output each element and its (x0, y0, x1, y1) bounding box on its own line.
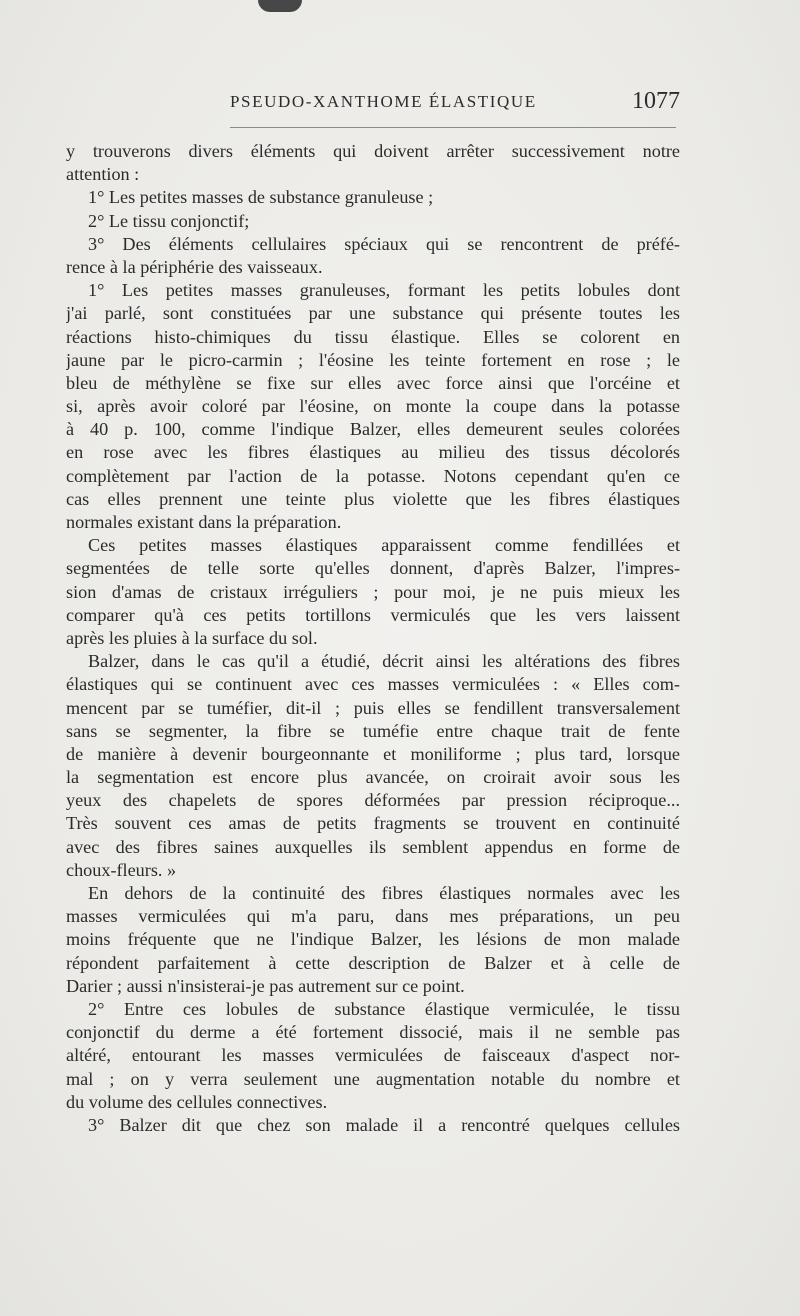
text-line: moins fréquente que ne l'indique Balzer, les lésions de mon malade (66, 929, 680, 950)
text-line: réactions histo-chimiques du tissu élastique. Elles se colorent en (66, 326, 680, 347)
text-line: segmentées de telle sorte qu'elles donnent, d'après Balzer, l'impres- (66, 558, 680, 579)
page-number: 1077 (632, 88, 680, 114)
text-line: sans se segmenter, la fibre se tuméfie entre chaque trait de fente (66, 720, 680, 741)
text-line: 3° Balzer dit que chez son malade il a rencontré quelques cellules (88, 1114, 680, 1135)
text-line: la segmentation est encore plus avancée, on croirait avoir sous les (66, 767, 680, 788)
text-line: complètement par l'action de la potasse. Notons cependant qu'en ce (66, 465, 680, 486)
text-line: bleu de méthylène se fixe sur elles avec force ainsi que l'orcéine et (66, 372, 680, 393)
text-line: en rose avec les fibres élastiques au milieu des tissus décolorés (66, 442, 680, 463)
binding-mark (258, 0, 302, 12)
running-title: PSEUDO-XANTHOME ÉLASTIQUE (230, 92, 537, 111)
text-line: de manière à devenir bourgeonnante et moniliforme ; plus tard, lorsque (66, 743, 680, 764)
text-line: choux-fleurs. » (66, 859, 177, 880)
text-line: 2° Entre ces lobules de substance élastique vermiculée, le tissu (88, 998, 680, 1019)
text-line: comparer qu'à ces petits tortillons vermiculés que les vers laissent (66, 604, 680, 625)
text-line: j'ai parlé, sont constituées par une substance qui présente toutes les (66, 303, 680, 324)
text-line: répondent parfaitement à cette description de Balzer et à celle de (66, 952, 680, 973)
header-rule (230, 127, 676, 128)
text-line: normales existant dans la préparation. (66, 512, 342, 532)
text-line: 2° Le tissu conjonctif; (88, 210, 250, 231)
text-line: Très souvent ces amas de petits fragments se trouvent en continuité (66, 813, 680, 834)
text-line: 1° Les petites masses granuleuses, formant les petits lobules dont (88, 280, 680, 301)
text-line: sion d'amas de cristaux irréguliers ; pour moi, je ne puis mieux les (66, 581, 680, 602)
text-line: attention : (66, 164, 140, 185)
text-line: rence à la périphérie des vaisseaux. (66, 256, 323, 277)
text-line: du volume des cellules connectives. (66, 1091, 328, 1112)
text-line: Ces petites masses élastiques apparaissent comme fendillées et (88, 535, 680, 556)
body-text (66, 140, 680, 1137)
text-line: avec des fibres saines auxquelles ils semblent appendus en forme de (66, 836, 680, 857)
text-line: si, après avoir coloré par l'éosine, on monte la coupe dans la potasse (66, 396, 680, 417)
text-line: à 40 p. 100, comme l'indique Balzer, elles demeurent seules colorées (66, 419, 680, 440)
text-line: En dehors de la continuité des fibres élastiques normales avec les (88, 883, 680, 903)
text-line: élastiques qui se continuent avec ces masses vermiculées : « Elles com- (66, 674, 680, 695)
text-line: cas elles prennent une teinte plus violette que les fibres élastiques (66, 488, 680, 509)
text-line: altéré, entourant les masses vermiculées de faisceaux d'aspect nor- (66, 1045, 680, 1066)
text-line: 1° Les petites masses de substance granuleuse ; (88, 187, 434, 208)
text-line: 3° Des éléments cellulaires spéciaux qui se rencontrent de préfé- (88, 233, 680, 254)
text-line: après les pluies à la surface du sol. (66, 627, 318, 648)
running-header (66, 90, 680, 118)
text-line: mal ; on y verra seulement une augmentation notable du nombre et (66, 1068, 680, 1089)
text-line: Darier ; aussi n'insisterai-je pas autrement sur ce point. (66, 975, 465, 996)
text-line: masses vermiculées qui m'a paru, dans mes préparations, un peu (66, 906, 680, 927)
text-line: jaune par le picro-carmin ; l'éosine les teinte fortement en rose ; le (66, 349, 680, 370)
text-line: y trouverons divers éléments qui doivent arrêter successivement notre (66, 141, 680, 161)
text-line: mencent par se tuméfier, dit-il ; puis elles se fendillent transversalement (66, 697, 680, 718)
text-line: yeux des chapelets de spores déformées par pression réciproque... (66, 790, 680, 811)
text-line: Balzer, dans le cas qu'il a étudié, décrit ainsi les altérations des fibres (88, 651, 680, 672)
text-line: conjonctif du derme a été fortement dissocié, mais il ne semble pas (66, 1022, 680, 1043)
